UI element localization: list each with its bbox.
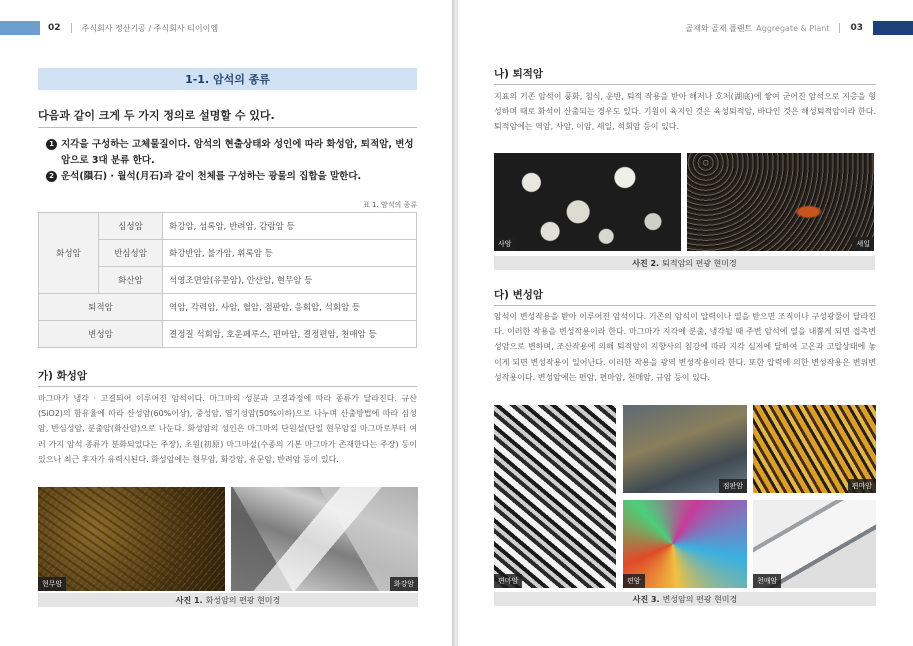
photo-label: 편암	[623, 574, 645, 588]
photo-caption	[494, 592, 876, 606]
rock-type-table	[38, 212, 417, 348]
slate-photo	[623, 405, 747, 493]
photo-label: 편마암	[494, 574, 522, 588]
right-page	[458, 0, 913, 646]
metamorphic-header: 변성암	[39, 321, 163, 348]
subtype-cell: 심성암	[99, 213, 163, 240]
left-page	[0, 0, 452, 646]
sedimentary-paragraph: 지표의 기존 암석이 풍화, 침식, 운반, 퇴적 작용을 받아 해저나 호저(湖底)에 쌓여 굳어진 암석으로 지층을 형성하며 때로 화석이 산출되는 경우도 있다. 기원이 육지인 것은 육성퇴적암, 바다인 것은 해성퇴적암이라 한다. 퇴적암에는 역암, 사암, 이암, 셰일, 석회암 등이 있다.	[494, 92, 876, 132]
sedimentary-header: 퇴적암	[39, 294, 163, 321]
lead-sentence: 다음과 같이 크게 두 가지 정의로 설명할 수 있다.	[38, 109, 275, 122]
gneiss-photo	[494, 405, 616, 588]
header-color-bar	[873, 21, 913, 35]
subsection-title: 가) 화성암	[38, 370, 88, 382]
photo-caption-number: 사진 1.	[175, 595, 203, 605]
igneous-header: 화성암	[39, 213, 99, 294]
phyllite-photo	[753, 500, 876, 588]
granite-photo	[231, 487, 418, 591]
examples-cell: 화강암, 섬록암, 반려암, 감람암 등	[163, 213, 417, 240]
photo-caption-number: 사진 3.	[632, 594, 660, 604]
examples-cell: 석영조면암(유문암), 안산암, 현무암 등	[163, 267, 417, 294]
number-bullet-icon: 2	[46, 171, 57, 182]
photo-label: 점판암	[719, 479, 747, 493]
left-header	[0, 21, 218, 35]
definition-item	[46, 137, 416, 169]
subsection-title: 나) 퇴적암	[494, 68, 544, 80]
examples-cell: 결정질 석회암, 호운페루스, 편마암, 결정편암, 천매암 등	[163, 321, 417, 348]
photo-caption-text: 퇴적암의 편광 현미경	[662, 258, 737, 268]
subtype-cell: 화산암	[99, 267, 163, 294]
subsection-divider	[38, 386, 417, 387]
number-bullet-icon: 1	[46, 139, 57, 150]
igneous-paragraph: 마그마가 냉각 · 고결되어 이루어진 암석이다. 마그마의 성분과 고결과정에 따라 종류가 달라진다. 규산(SiO2)의 함유율에 따라 산성암(60%이상), 중성암, 염기성암(50%이하)으로 나누며 산출방법에 따라 심성암, 반심성암, 분출암(화산암)으로 나눈다. 화성암의 성인은 마그마의 단원설(단일 현무암질 마그마로부터 여러 가지 암석 종류가 분화되었다는 주장), 초원(初原) 마그마설(수종의 기본 마그마가 존재한다는 주장) 등이 있으나 최근 후자가 유력시된다. 화성암에는 현무암, 화강암, 유문암, 반려암 등이 있다.	[38, 394, 417, 464]
sandstone-photo	[494, 153, 681, 251]
table-row	[39, 321, 417, 348]
examples-cell: 화강반암, 불가암, 휘록암 등	[163, 240, 417, 267]
definition-item	[46, 169, 416, 185]
definition-list	[46, 137, 416, 185]
photo-label: 편마암	[848, 479, 876, 493]
photo-label: 천매암	[753, 574, 781, 588]
table-row	[39, 294, 417, 321]
metamorphic-paragraph: 암석이 변성작용을 받아 이루어진 암석이다. 기존의 암석이 압력이나 열을 받으면 조직이나 구성광물이 달라진다. 이러한 작용을 변성작용이라 한다. 마그마가 지각에 분출, 냉각될 때 주변 암석에 열을 내뿜게 되면 접촉변성암으로 변하며, 조산작용에 의해 퇴적암이 지향사의 침강에 따라 지각 심저에 달하여 고온과 고압상태에 놓이게 되면 변성작용이 일어난다. 이러한 작용을 광역 변성작용이라 한다. 또한 압력에 의한 변성작용은 변위변성작용이다. 변성암에는 편암, 편마암, 천매암, 규암 등이 있다.	[494, 312, 876, 382]
page-number: 02	[48, 23, 61, 33]
header-divider	[839, 23, 840, 33]
table-caption: 표 1. 암석의 종류	[363, 201, 417, 209]
right-header	[685, 21, 913, 35]
photo-label: 사암	[494, 237, 516, 251]
publisher-name: 주식회사 정산기공 / 주식회사 티이이엠	[81, 23, 219, 33]
gneiss-thin-section-photo	[753, 405, 876, 493]
subsection-title: 다) 변성암	[494, 289, 544, 301]
basalt-photo	[38, 487, 225, 591]
photo-caption-text: 화성암의 편광 현미경	[205, 595, 281, 605]
header-divider	[71, 23, 72, 33]
page-number: 03	[850, 23, 863, 33]
subsection-divider	[494, 305, 876, 306]
photo-label: 셰일	[852, 237, 874, 251]
photo-label: 현무암	[38, 577, 66, 591]
photo-caption	[38, 593, 418, 607]
photo-label: 화강암	[390, 577, 418, 591]
table-row	[39, 213, 417, 240]
book-title-ko: 골재와 골재 플랜트	[685, 23, 753, 33]
photo-caption-text: 변성암의 편광 현미경	[662, 594, 738, 604]
lead-divider	[38, 127, 417, 128]
examples-cell: 역암, 각력암, 사암, 혈암, 점판암, 응회암, 석회암 등	[163, 294, 417, 321]
subsection-divider	[494, 84, 876, 85]
photo-caption-number: 사진 2.	[632, 258, 660, 268]
shale-photo	[687, 153, 874, 251]
definition-text: 운석(隕石) · 월석(月石)과 같이 천체를 구성하는 광물의 집합을 말한다.	[61, 171, 362, 182]
book-title-en: Aggregate & Plant	[756, 23, 830, 33]
photo-caption	[494, 256, 875, 270]
definition-text: 지각을 구성하는 고체물질이다. 암석의 현출상태와 성인에 따라 화성암, 퇴적암, 변성암으로 3대 분류 한다.	[61, 139, 414, 166]
schist-photo	[623, 500, 747, 588]
section-title: 1-1. 암석의 종류	[38, 68, 417, 90]
subtype-cell: 반심성암	[99, 240, 163, 267]
header-color-bar	[0, 21, 40, 35]
